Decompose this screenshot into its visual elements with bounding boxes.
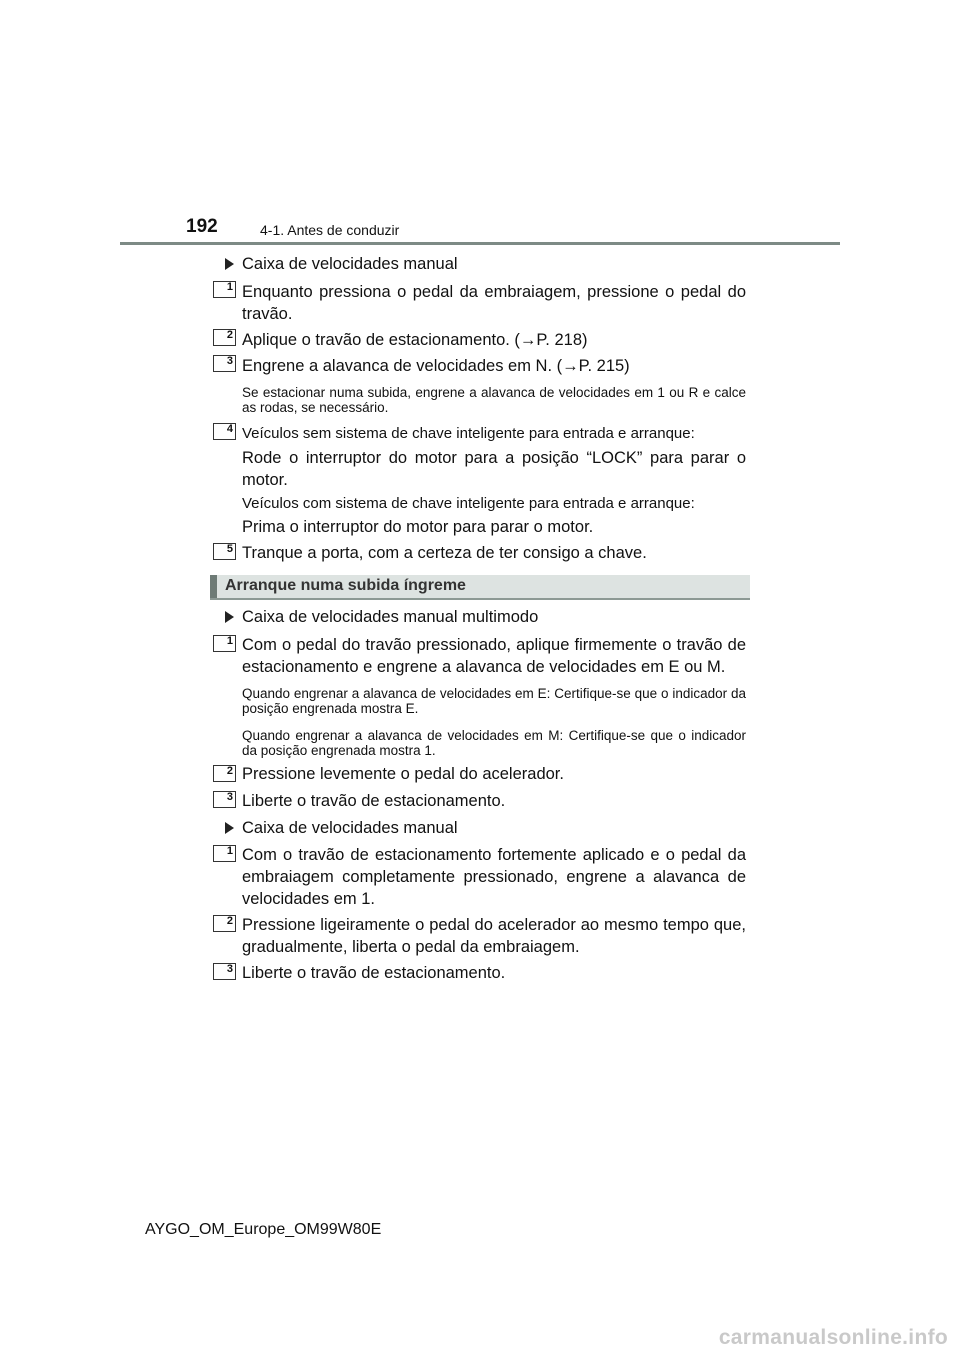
section-label: 4-1. Antes de conduzir [260,222,400,238]
step-number-2: 2 [213,765,236,782]
step-number-4: 4 [213,423,236,440]
manual-step-3: Liberte o travão de estacionamento. [242,964,506,982]
step-number-3: 3 [213,963,236,980]
step-number-5: 5 [213,543,236,560]
step4-condition-without-smart-key: Veículos sem sistema de chave inteligente para entrada e arranque: [242,425,695,442]
step-number-1: 1 [213,281,236,298]
step-number-3: 3 [213,791,236,808]
bullet-arrow-icon [225,258,234,270]
manual-step-1: Com o travão de estacionamento fortemente aplicado e o pedal da embraiagem completamente pressionado, engrene a alavanca de velocidades em 1. [242,846,746,908]
bullet-arrow-icon [225,822,234,834]
parking-step-2: Aplique o travão de estacionamento. (→P. 218) [242,331,588,349]
subheading-multimode: Caixa de velocidades manual multimodo [242,608,539,626]
multimode-step-2: Pressione levemente o pedal do acelerador. [242,765,564,783]
page-number: 192 [186,216,218,237]
step4-instruction-press: Prima o interruptor do motor para parar o motor. [242,518,594,536]
parking-note: Se estacionar numa subida, engrene a alavanca de velocidades em 1 ou R e calce as rodas, se necessário. [242,385,746,415]
step-number-3: 3 [213,355,236,372]
step-number-1: 1 [213,845,236,862]
manual-step-2: Pressione ligeiramente o pedal do acelerador ao mesmo tempo que, gradualmente, liberta o pedal da embraiagem. [242,916,746,956]
watermark: carmanualsonline.info [718,1326,948,1349]
multimode-note-m: Quando engrenar a alavanca de velocidades em M: Certifique-se que o indicador da posição engrenada mostra 1. [242,728,746,758]
section-banner [210,575,750,600]
bullet-arrow-icon [225,611,234,623]
parking-step-3: Engrene a alavanca de velocidades em N. (→P. 215) [242,357,630,375]
parking-step-5: Tranque a porta, com a certeza de ter consigo a chave. [242,544,647,562]
subheading-manual: Caixa de velocidades manual [242,819,458,837]
step-number-2: 2 [213,915,236,932]
multimode-step-3: Liberte o travão de estacionamento. [242,792,506,810]
step-number-2: 2 [213,329,236,346]
subheading-manual-gearbox: Caixa de velocidades manual [242,255,458,273]
step-number-1: 1 [213,635,236,652]
header-divider [120,242,840,245]
multimode-note-e: Quando engrenar a alavanca de velocidades em E: Certifique-se que o indicador da posição engrenada mostra E. [242,686,746,716]
step4-condition-with-smart-key: Veículos com sistema de chave inteligente para entrada e arranque: [242,495,695,512]
parking-step-1: Enquanto pressiona o pedal da embraiagem, pressione o pedal do travão. [242,283,746,323]
banner-accent-bar [210,575,217,598]
banner-title: Arranque numa subida íngreme [225,577,466,594]
page-header [0,0,960,250]
step4-instruction-lock: Rode o interruptor do motor para a posição “LOCK” para parar o motor. [242,449,746,489]
document-code: AYGO_OM_Europe_OM99W80E [145,1221,382,1238]
multimode-step-1: Com o pedal do travão pressionado, aplique firmemente o travão de estacionamento e engrene a alavanca de velocidades em E ou M. [242,636,746,676]
